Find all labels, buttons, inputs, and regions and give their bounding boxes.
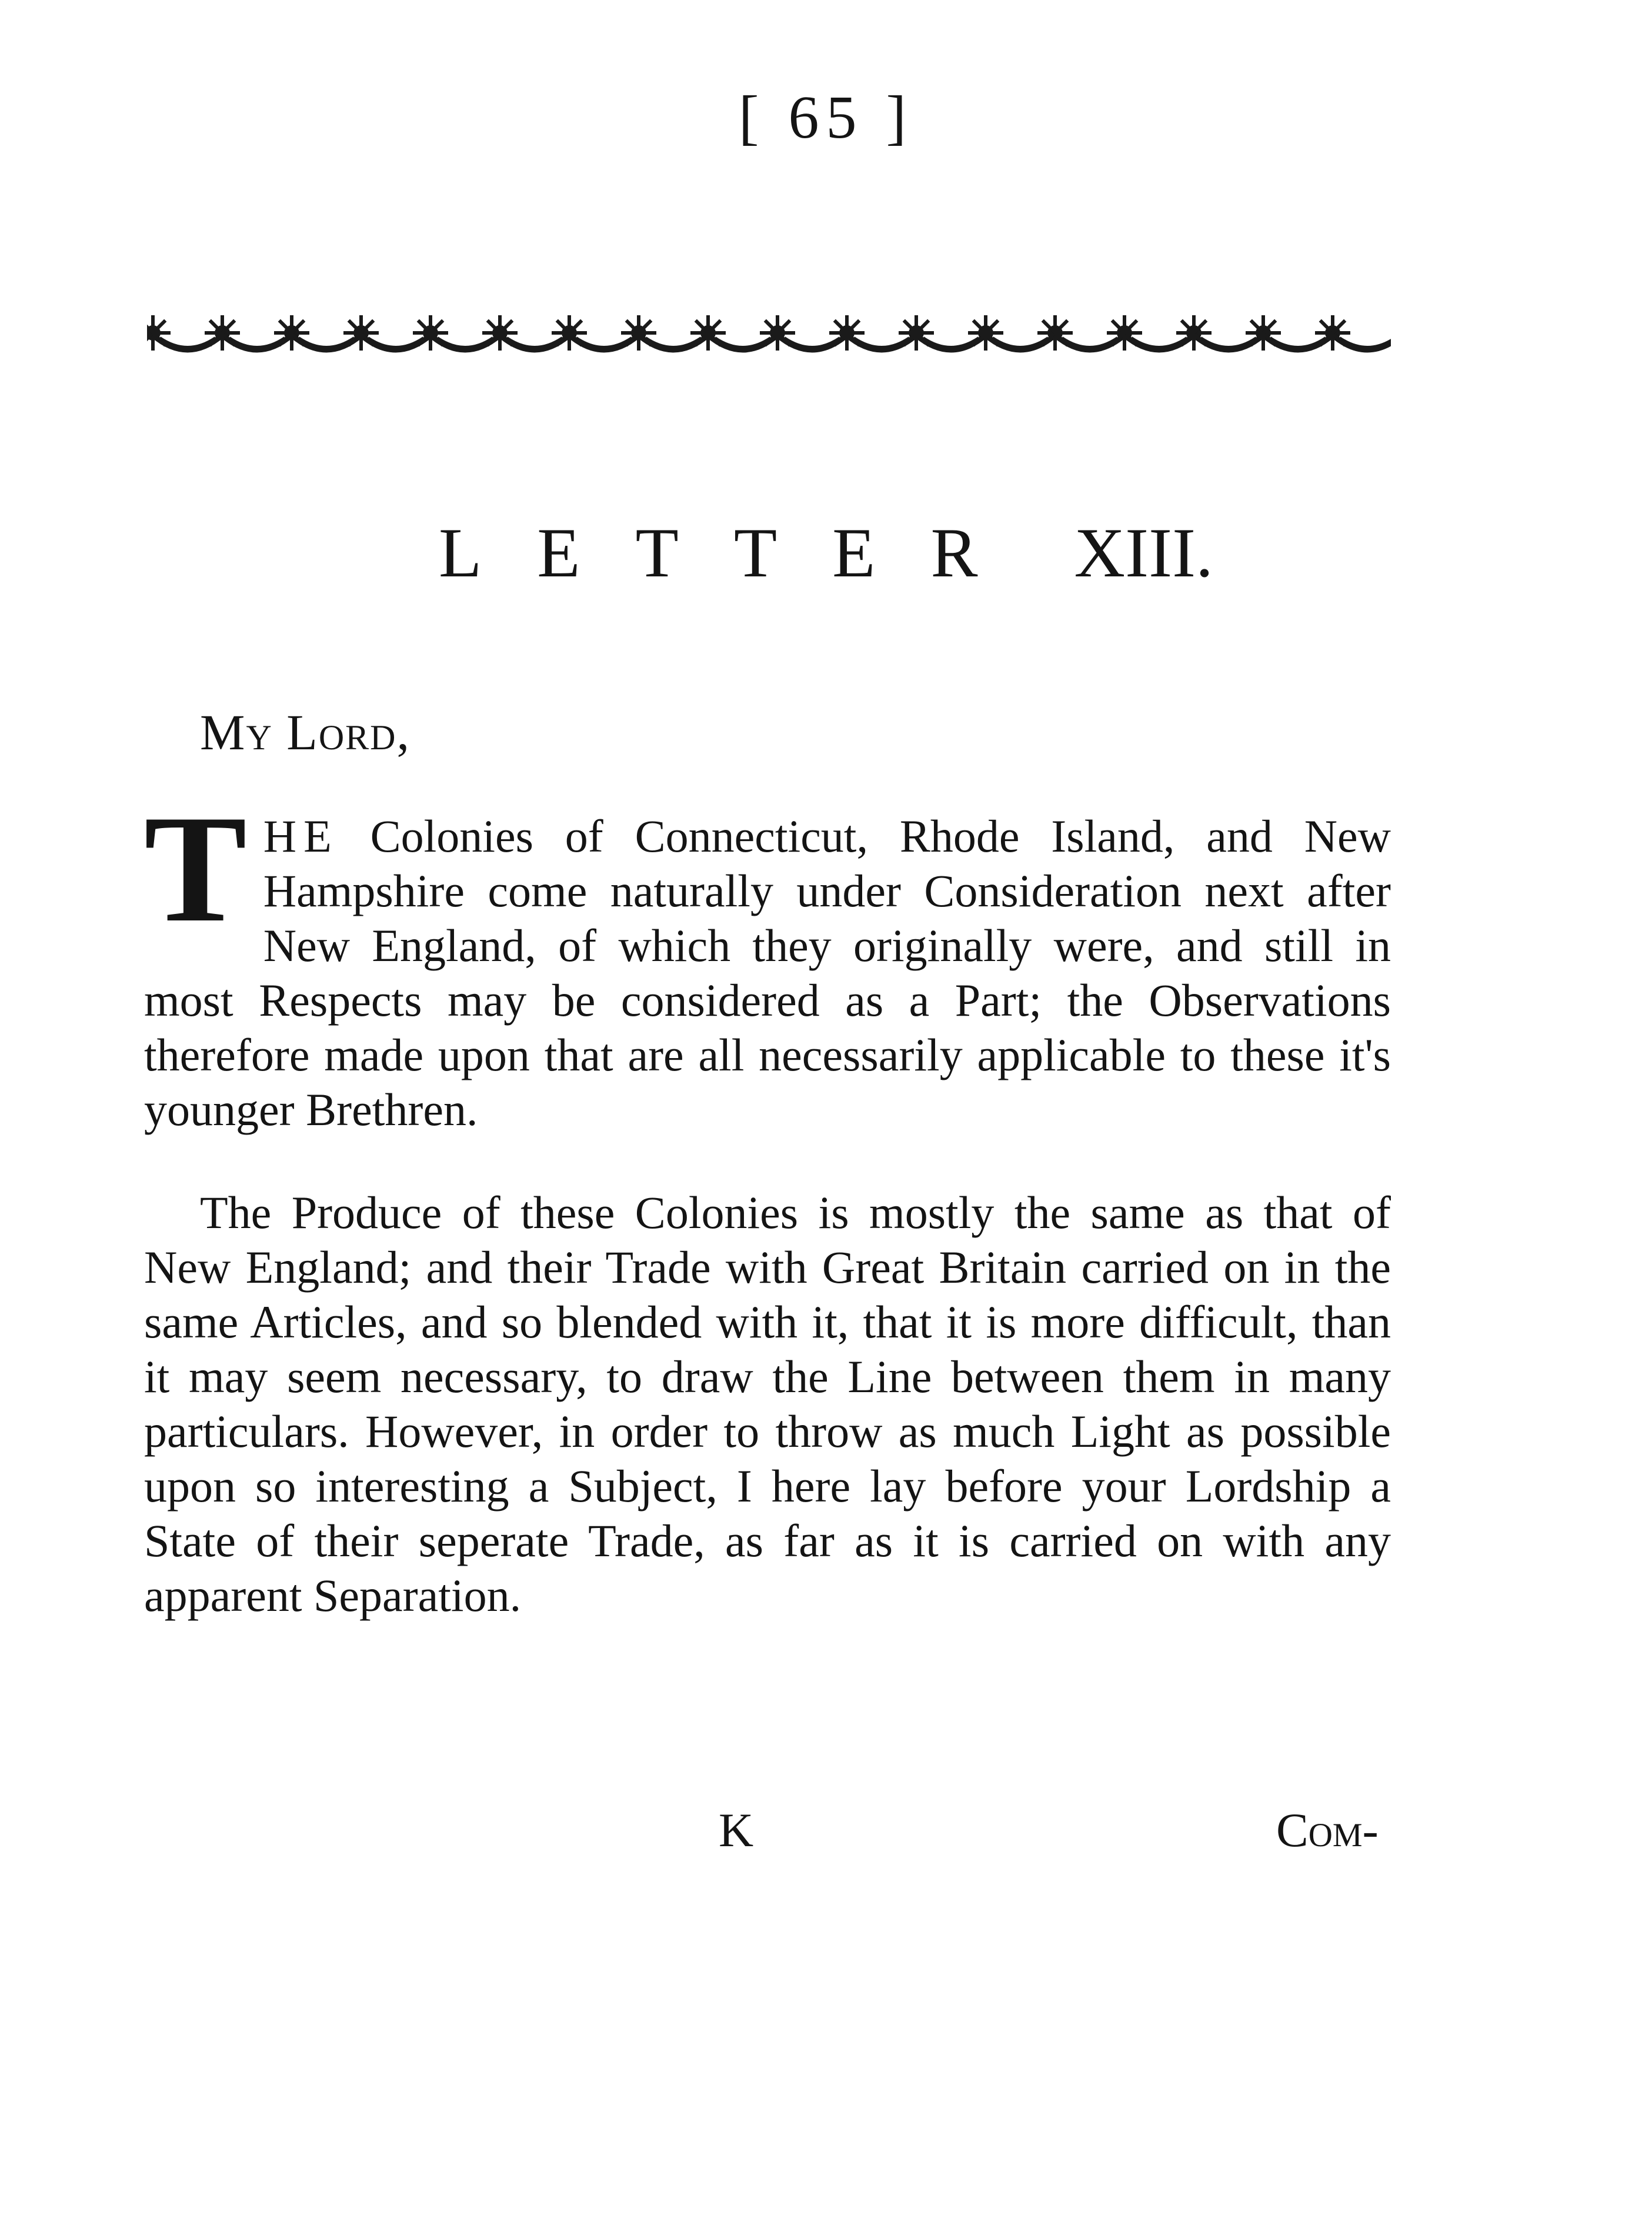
ornament-rule bbox=[147, 313, 1391, 366]
letter-heading-number: XIII. bbox=[1074, 513, 1214, 592]
letter-heading bbox=[0, 512, 1652, 594]
drop-cap: T bbox=[144, 783, 247, 954]
paragraph-1-text: Colonies of Connecticut, Rhode Island, and New Hampshire come naturally under Consideration next after New England, of which they originally were, and still in most Respects may be considered as a Part; the Observations therefore made upon that are all necessarily applicable to these it's younger Brethren. bbox=[144, 810, 1391, 1135]
salutation: My Lord, bbox=[200, 704, 411, 760]
signature-mark: K bbox=[719, 1803, 754, 1857]
paragraph-2: The Produce of these Colonies is mostly the same as that of New England; and their Trade with Great Britain carried on in the same Articles, and so blended with it, that it is more difficult, than it may seem necessary, to draw the Line between them in many particulars. However, in order to throw as much Light as possible upon so interesting a Subject, I here lay before your Lordship a State of their seperate Trade, as far as it is carried on with any apparent Separation. bbox=[144, 1187, 1391, 1621]
page-number: [ 65 ] bbox=[738, 84, 914, 151]
paragraph-1-first-word: HE bbox=[263, 810, 339, 862]
letter-heading-word: LETTER bbox=[438, 513, 1033, 592]
catchword: Com- bbox=[1276, 1803, 1379, 1857]
paragraph-1 bbox=[144, 783, 1391, 1137]
